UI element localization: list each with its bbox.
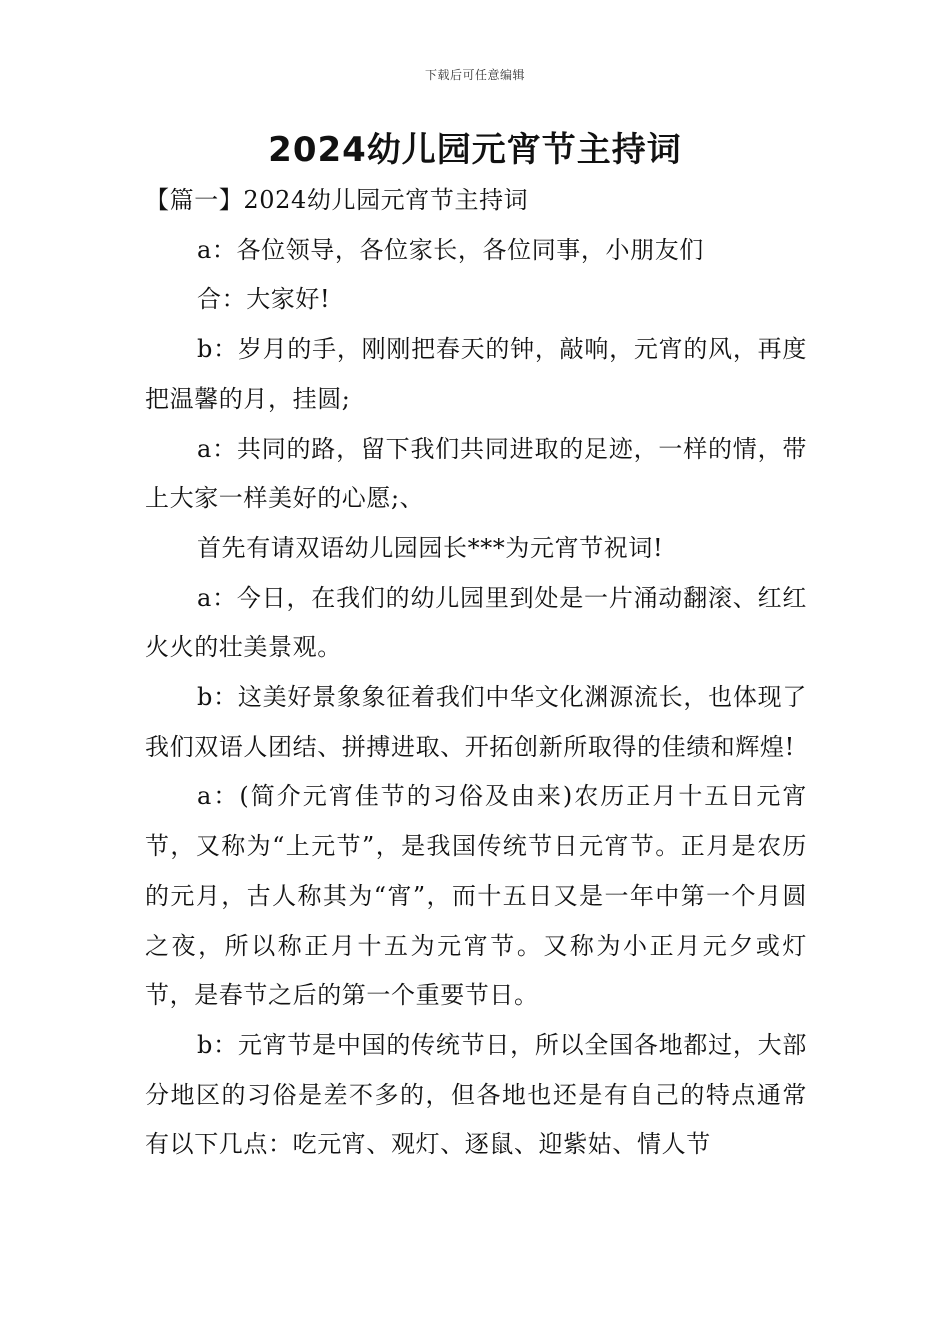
paragraph: a：共同的路，留下我们共同进取的足迹，一样的情，带上大家一样美好的心愿;、 (145, 434, 807, 513)
paragraph: a：各位领导，各位家长，各位同事，小朋友们 (197, 235, 704, 264)
section-heading: 【篇一】2024幼儿园元宵节主持词 (145, 186, 529, 214)
paragraph: b：岁月的手，刚刚把春天的钟，敲响，元宵的风，再度把温馨的月，挂圆; (145, 335, 807, 413)
paragraph: b：元宵节是中国的传统节日，所以全国各地都过，大部分地区的习俗是差不多的，但各地也还是有自己的特点通常有以下几点：吃元宵、观灯、逐鼠、迎紫姑、情人节 (145, 1030, 807, 1159)
paragraph: a：(简介元宵佳节的习俗及由来)农历正月十五日元宵节，又称为“上元节”，是我国传统节日元宵节。正月是农历的元月，古人称其为“宵”，而十五日又是一年中第一个月圆之夜，所以称正月十五为元宵节。又称为小正月元夕或灯节，是春节之后的第一个重要节日。 (145, 782, 807, 1010)
document-title: 2024幼儿园元宵节主持词 (268, 130, 682, 170)
paragraph: 首先有请双语幼儿园园长***为元宵节祝词! (197, 533, 664, 562)
paragraph: b：这美好景象象征着我们中华文化渊源流长，也体现了我们双语人团结、拼搏进取、开拓创新所取得的佳绩和辉煌! (145, 683, 807, 761)
header-note: 下载后可任意编辑 (424, 68, 525, 82)
document-body (145, 176, 807, 1170)
paragraph: 合：大家好! (197, 285, 331, 314)
paragraph: a：今日，在我们的幼儿园里到处是一片涌动翻滚、红红火火的壮美景观。 (145, 583, 807, 662)
